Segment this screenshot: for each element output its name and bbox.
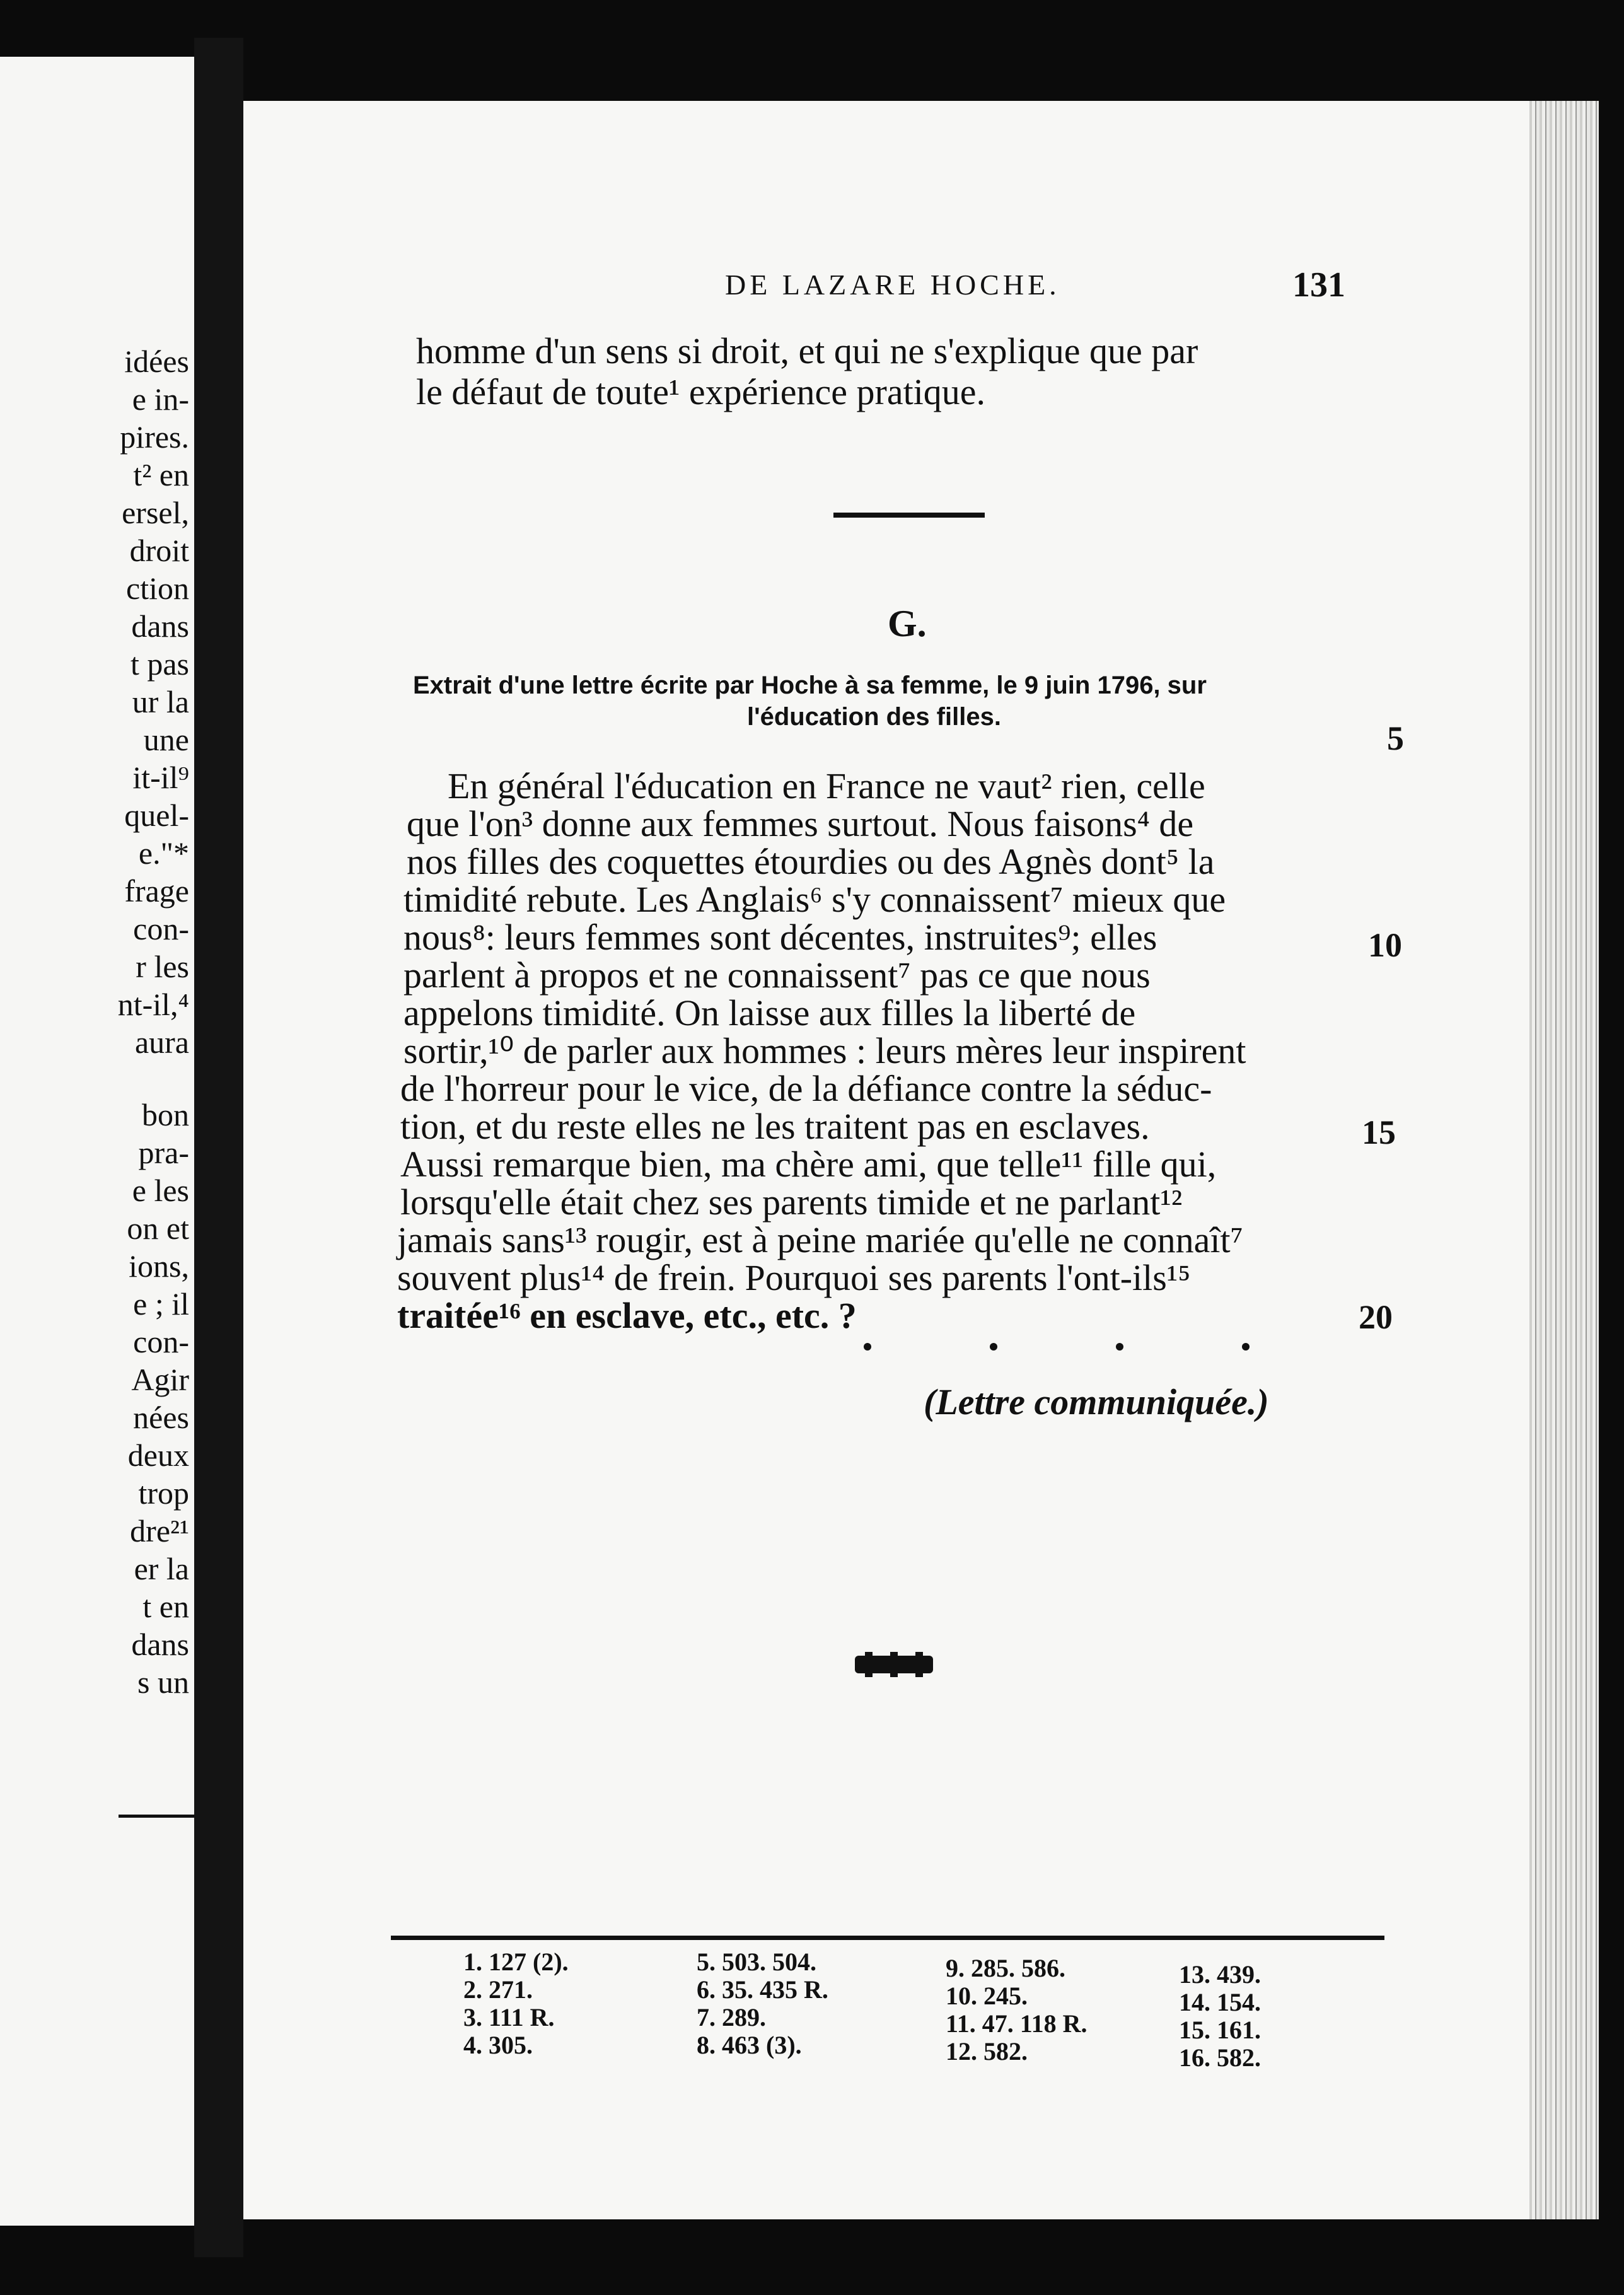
left-page-line: on et: [127, 1211, 189, 1246]
page-number: 131: [1292, 265, 1345, 305]
left-page-line: dans: [131, 608, 189, 644]
left-page-line: r les: [136, 949, 189, 984]
left-page-line: e."*: [138, 835, 189, 871]
footnote-ref: 13. 439.: [1179, 1960, 1261, 1989]
letter-line: parlent à propos et ne connaissent⁷ pas ce que nous: [403, 955, 1151, 996]
left-page-line: ions,: [129, 1248, 189, 1284]
text-line: homme d'un sens si droit, et qui ne s'explique que par: [416, 330, 1198, 371]
footnote-ref: 6. 35. 435 R.: [697, 1975, 828, 2004]
letter-line: de l'horreur pour le vice, de la défiance contre la séduc-: [400, 1068, 1212, 1109]
letter-line: sortir,¹⁰ de parler aux hommes : leurs mères leur inspirent: [403, 1030, 1246, 1071]
left-page-line: ur la: [132, 684, 189, 719]
running-head: DE LAZARE HOCHE.: [725, 269, 1060, 301]
left-page-line: nt-il,⁴: [117, 987, 189, 1022]
left-page: [0, 57, 194, 2226]
caption-line: Extrait d'une lettre écrite par Hoche à sa femme, le 9 juin 1796, sur: [413, 671, 1207, 699]
footnote-column: [1179, 1961, 1261, 2072]
left-page-line: t en: [142, 1589, 189, 1624]
left-page-line: deux: [127, 1438, 189, 1473]
letter-line: Aussi remarque bien, ma chère ami, que telle¹¹ fille qui,: [400, 1144, 1217, 1185]
page-edges: [1529, 101, 1599, 2219]
line-number: 15: [1362, 1113, 1396, 1151]
letter-line: En général l'éducation en France ne vaut² rien, celle: [448, 765, 1205, 806]
line-number: 20: [1359, 1298, 1393, 1336]
footnote-ref: 2. 271.: [463, 1975, 533, 2004]
letter-line: nous⁸: leurs femmes sont décentes, instruites⁹; elles: [403, 917, 1157, 958]
ellipsis-dot: [864, 1343, 871, 1351]
left-page-line: con-: [133, 1324, 189, 1359]
left-page-line: er la: [134, 1551, 189, 1586]
left-page-line: idées: [124, 344, 189, 379]
letter-line: souvent plus¹⁴ de frein. Pourquoi ses parents l'ont-ils¹⁵: [397, 1257, 1191, 1298]
left-page-line: s un: [137, 1665, 189, 1700]
left-page-line: pra-: [138, 1135, 189, 1170]
letter-line: appelons timidité. On laisse aux filles la liberté de: [403, 992, 1136, 1033]
letter-line: jamais sans¹³ rougir, est à peine mariée qu'elle ne connaît⁷: [397, 1219, 1243, 1260]
left-page-line: it-il⁹: [132, 760, 189, 795]
footnote-ref: 8. 463 (3).: [697, 2031, 802, 2059]
footnote-ref: 16. 582.: [1179, 2043, 1261, 2072]
ellipsis-dot: [990, 1343, 997, 1351]
letter-line: lorsqu'elle était chez ses parents timide et ne parlant¹²: [400, 1182, 1183, 1223]
footnote-ref: 11. 47. 118 R.: [946, 2009, 1088, 2038]
footnote-ref: 3. 111 R.: [463, 2003, 555, 2031]
left-page-line: trop: [138, 1475, 189, 1511]
caption-line: l'éducation des filles.: [747, 703, 1001, 731]
footnote-column: [463, 1948, 569, 2059]
left-page-line: droit: [129, 533, 189, 568]
footnote-ref: 9. 285. 586.: [946, 1954, 1065, 1982]
left-page-line: dans: [131, 1627, 189, 1662]
left-page-line: con-: [133, 911, 189, 946]
section-divider: [833, 513, 985, 518]
text-line: le défaut de toute¹ expérience pratique.: [416, 371, 986, 412]
printer-ornament-icon: [852, 1651, 936, 1678]
section-heading: G.: [888, 603, 927, 644]
footnote-ref: 12. 582.: [946, 2037, 1028, 2066]
letter-line: nos filles des coquettes étourdies ou des Agnès dont⁵ la: [407, 841, 1215, 882]
letter-line: timidité rebute. Les Anglais⁶ s'y connaissent⁷ mieux que: [403, 879, 1226, 920]
line-number: 10: [1368, 926, 1402, 964]
footnote-ref: 1. 127 (2).: [463, 1948, 569, 1976]
left-page-rule: [119, 1815, 194, 1818]
footnote-column: [946, 1955, 1087, 2066]
letter-line: tion, et du reste elles ne les traitent pas en esclaves.: [400, 1106, 1150, 1147]
left-page-line: bon: [142, 1097, 189, 1132]
line-number: 5: [1387, 719, 1404, 757]
left-page-line: t² en: [133, 457, 189, 492]
book-gutter: [194, 38, 243, 2257]
footnote-ref: 10. 245.: [946, 1982, 1028, 2010]
left-page-line: frage: [124, 873, 189, 909]
ellipsis-dots: [864, 1337, 1255, 1356]
left-page-line: nées: [133, 1400, 189, 1435]
left-page-line: une: [143, 722, 189, 757]
left-page-line: aura: [134, 1025, 189, 1060]
left-page-line: dre²¹: [130, 1513, 189, 1548]
left-page-line: pires.: [120, 419, 189, 455]
footnote-ref: 15. 161.: [1179, 2016, 1261, 2044]
footnote-rule: [391, 1936, 1384, 1940]
footnote-column: [697, 1948, 828, 2059]
left-page-line: ersel,: [122, 495, 189, 530]
left-page-line: Agir: [131, 1362, 189, 1397]
left-page-line: e in-: [132, 381, 189, 417]
letter-line: que l'on³ donne aux femmes surtout. Nous faisons⁴ de: [407, 803, 1194, 844]
footnote-ref: 14. 154.: [1179, 1988, 1261, 2016]
footnote-ref: 4. 305.: [463, 2031, 533, 2059]
letter-line: traitée¹⁶ en esclave, etc., etc. ?: [397, 1295, 857, 1336]
ellipsis-dot: [1116, 1343, 1123, 1351]
footnote-ref: 7. 289.: [697, 2003, 766, 2031]
left-page-line: e les: [132, 1173, 189, 1208]
left-page-line: e ; il: [133, 1286, 189, 1322]
attribution: (Lettre communiquée.): [924, 1381, 1269, 1422]
ellipsis-dot: [1242, 1343, 1250, 1351]
footnote-ref: 5. 503. 504.: [697, 1948, 816, 1976]
left-page-line: quel-: [124, 798, 189, 833]
left-page-line: ction: [126, 571, 189, 606]
left-page-line: t pas: [130, 646, 189, 682]
